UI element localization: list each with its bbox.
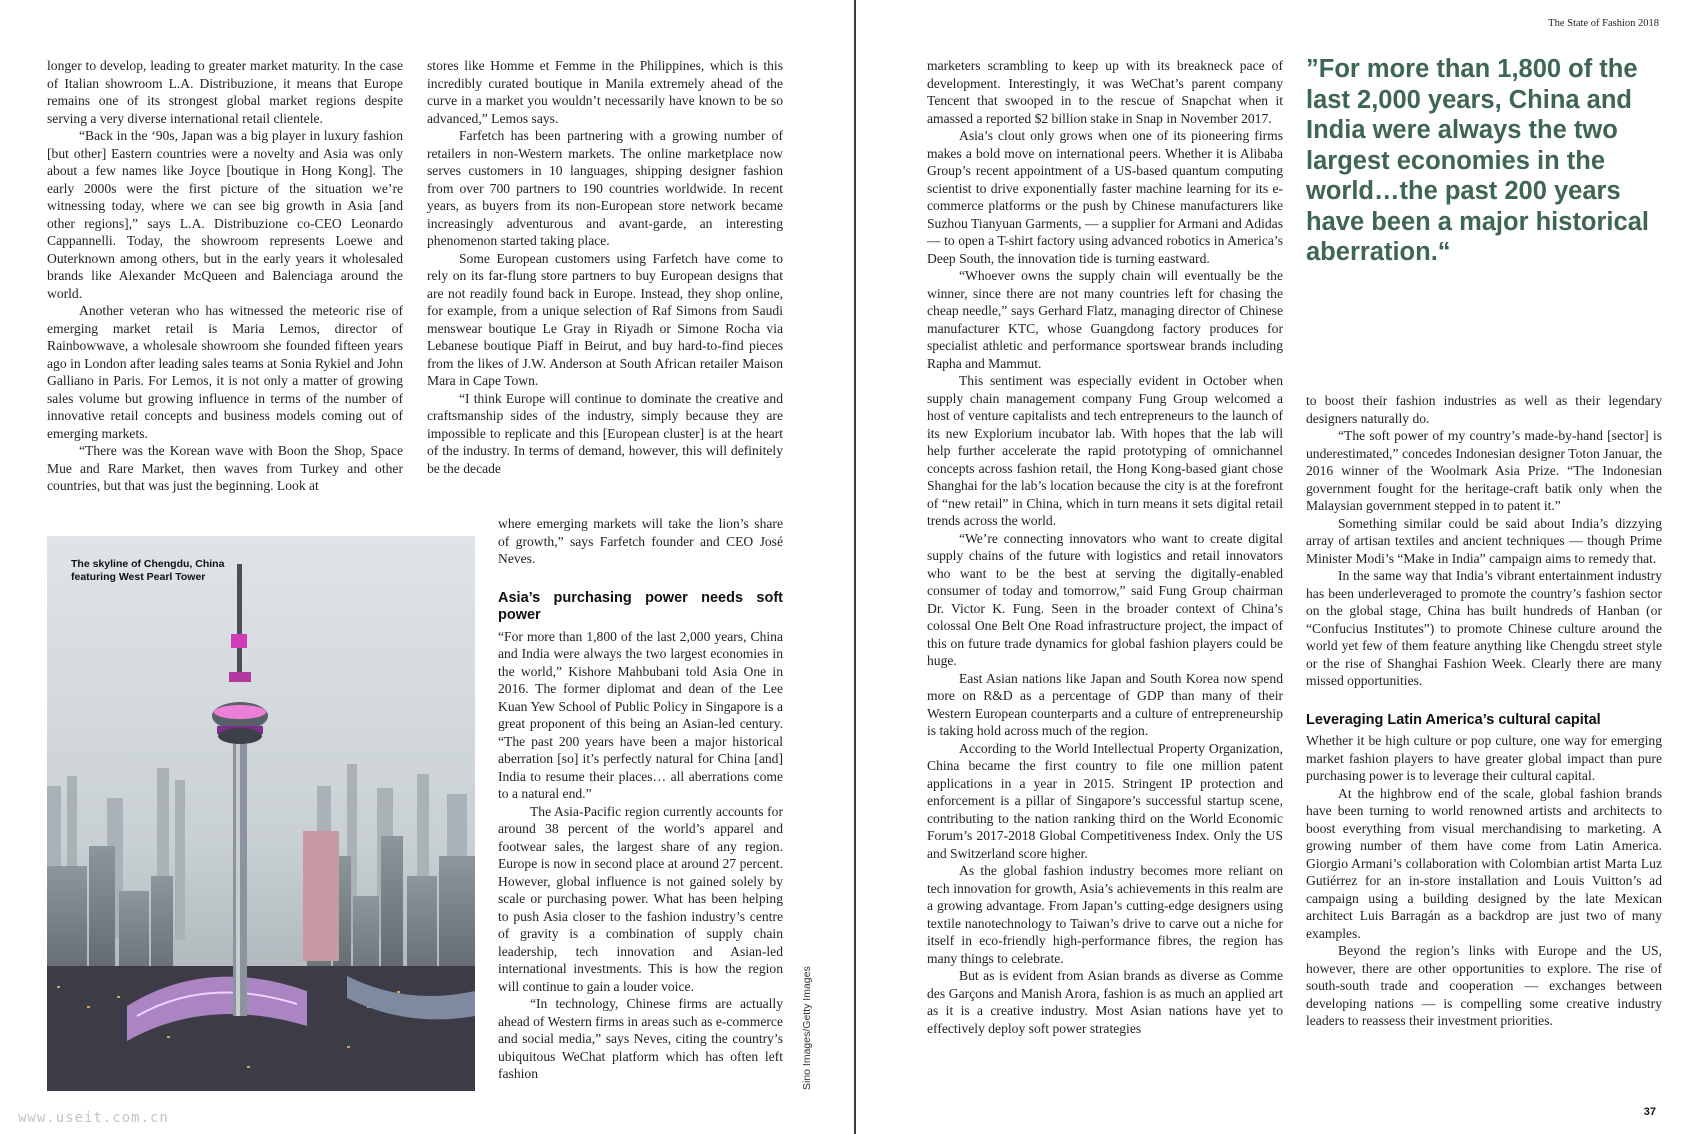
- paragraph: Beyond the region’s links with Europe and the US, however, there are other opportunities to explore. The rise of south-south trade and cooperation — exchanges between developing nations — is compelling some creative industry leaders to reassess their investment priorities.: [1306, 943, 1662, 1028]
- column-3: [927, 57, 1283, 1037]
- paragraph: The Asia-Pacific region currently accounts for around 38 percent of the world’s apparel and footwear sales, the largest share of any region. Europe is now in second place at around 27 percent. However, global influence is not gained solely by scale or purchasing power. What has been helping to push Asia closer to the fashion industry’s centre of gravity is a combination of supply chain leadership, tech innovation and Asian-led international investments. This is how the region will continue to gain a louder voice.: [498, 803, 783, 994]
- paragraph: As the global fashion industry becomes more reliant on tech innovation for growth, Asia’s achievements in this realm are a growing advantage. From Japan’s cutting-edge designers using textile nanotechnology to Taiwan’s drive to carve out a niche for itself in eco-friendly high-performance fibres, the region has many things to celebrate.: [927, 863, 1283, 966]
- paragraph: Something similar could be said about India’s dizzying array of artisan textiles and ancient techniques — though Prime Minister Modi’s “Make in India” campaign aims to remedy that.: [1306, 515, 1662, 566]
- paragraph: Whether it be high culture or pop culture, one way for emerging market fashion players to have greater global impact than pure purchasing power is to leverage their cultural capital.: [1306, 733, 1662, 783]
- paragraph: longer to develop, leading to greater market maturity. In the case of Italian showroom L.A. Distribuzione, it means that Europe remains one of its strongest global market regions despite serving a very diverse international retail clientele.: [47, 58, 403, 126]
- paragraph: “I think Europe will continue to dominate the creative and craftsmanship sides of the industry, simply because they are impossible to replicate and this [European cluster] is at the heart of the industry. In terms of demand, however, this will definitely be the decade: [427, 390, 783, 476]
- paragraph: marketers scrambling to keep up with its breakneck pace of development. Interestingly, it was WeChat’s parent company Tencent that swooped in to the rescue of Snapchat when it amassed a reported $2 billion stake in Snap in November 2017.: [927, 58, 1283, 126]
- paragraph: “There was the Korean wave with Boon the Shop, Space Mue and Rare Market, then waves from Turkey and other countries, but that was just the beginning. Look at: [47, 443, 403, 493]
- page-number: 37: [1643, 1106, 1656, 1118]
- column-1: [47, 57, 403, 495]
- paragraph: “We’re connecting innovators who want to create digital supply chains of the future with logistics and retail innovators who want to be the best at serving the digitally-enabled consumer of today and tomorrow,” said Fung Group chairman Dr. Victor K. Fung. Seen in the broader context of China’s colossal One Belt One Road infrastructure project, the impact of this on future trade dynamics for global fashion players could be huge.: [927, 530, 1283, 668]
- paragraph: East Asian nations like Japan and South Korea now spend more on R&D as a percentage of GDP than many of their Western European counterparts and a culture of entrepreneurship is taking hold across much of the region.: [927, 670, 1283, 738]
- column-4: [1306, 392, 1662, 1030]
- watermark: www.useit.com.cn: [18, 1110, 169, 1126]
- paragraph: Farfetch has been partnering with a growing number of retailers in non-Western markets. The online marketplace now serves customers in 10 languages, shipping designer fashion from over 700 partners to 190 countries worldwide. In recent years, as buyers from its non-European store network became increasingly adventurous and avant-garde, an interesting phenomenon started taking place.: [427, 128, 783, 248]
- column-2-bottom: [498, 515, 783, 1083]
- column-2-top: [427, 57, 783, 477]
- paragraph: “Back in the ‘90s, Japan was a big player in luxury fashion [but other] Eastern countries were a novelty and Asia was only about a few names like Joyce [boutique in Hong Kong]. The early 2000s were the first picture of the situation we’re witnessing today, where we can see big growth in Asia [and other regions],” says L.A. Distribuzione co-CEO Leonardo Cappannelli. Today, the showroom represents Loewe and Outerknown among others, but in the early years it wholesaled brands like Alexander McQueen and Balenciaga around the world.: [47, 128, 403, 301]
- paragraph: to boost their fashion industries as well as their legendary designers naturally do.: [1306, 393, 1662, 426]
- paragraph: where emerging markets will take the lion’s share of growth,” says Farfetch founder and CEO José Neves.: [498, 516, 783, 566]
- paragraph: Asia’s clout only grows when one of its pioneering firms makes a bold move on international peers. Whether it is Alibaba Group’s recent appointment of a US-based quantum computing scientist to drive exponentially faster machine learning for its e-commerce platforms or the push by Chinese manufacturers like Suzhou Tianyuan Garments, — a supplier for Armani and Adidas — to open a T-shirt factory using advanced robotics in America’s Deep South, the innovation tide is turning eastward.: [927, 128, 1283, 266]
- paragraph: According to the World Intellectual Property Organization, China became the first country to file one million patent applications in a year in 2015. Stringent IP protection and enforcement is a pillar of Singapore’s successful startup scene, contributing to the nation ranking third on the World Economic Forum’s 2017-2018 Global Competitiveness Index. Only the US and Switzerland score higher.: [927, 740, 1283, 861]
- subheading: Leveraging Latin America’s cultural capital: [1306, 711, 1601, 728]
- paragraph: “For more than 1,800 of the last 2,000 years, China and India were always the two largest economies in the world,” Kishore Mahbubani told Asia One in 2016. The former diplomat and dean of the Lee Kuan Yew School of Public Policy in Singapore is a great proponent of this being an Asian-led century. “The past 200 years have been a major historical aberration [so] it’s perfectly natural for China [and] India to resume their places… all aberrations come to a natural end.”: [498, 628, 783, 801]
- paragraph: At the highbrow end of the scale, global fashion brands have been turning to world renowned artists and architects to boost everything from visual merchandising to marketing. A growing number of them have come from Latin America. Giorgio Armani’s collaboration with Colombian artist Marta Luz Gutiérrez for an in-store installation and Louis Vuitton’s ad campaign using a building designed by the late Mexican architect Luis Barragán as a backdrop are just two of many examples.: [1306, 785, 1662, 941]
- chengdu-skyline-photo: [47, 536, 475, 1091]
- page-divider: [854, 0, 856, 1134]
- pull-quote: ”For more than 1,800 of the last 2,000 years, China and India were always the two largest economies in the world…the past 200 years have been a major historical aberration.“: [1306, 55, 1649, 266]
- paragraph: stores like Homme et Femme in the Philippines, which is this incredibly curated boutique in Manila extremely ahead of the curve in a market you wouldn’t necessarily have known to be so advanced,” Lemos says.: [427, 58, 783, 126]
- paragraph: This sentiment was especially evident in October when supply chain management company Fung Group welcomed a host of venture capitalists and tech entrepreneurs to the launch of its new Explorium incubator lab. With hopes that the lab will help further accelerate the rapid prototyping of omnichannel concepts across fashion retail, the Hong Kong-based giant chose Shanghai for the lab’s location because the city is at the forefront of “new retail” in China, which in turn means it sets digital retail trends across the world.: [927, 373, 1283, 528]
- subheading: Asia’s purchasing power needs soft power: [498, 589, 783, 623]
- paragraph: “The soft power of my country’s made-by-hand [sector] is underestimated,” concedes Indonesian designer Toton Januar, the 2016 winner of the Woolmark Asia Prize. “The Indonesian government fought for the heritage-craft batik only when the Malaysian government stepped in to patent it.”: [1306, 428, 1662, 513]
- skyline-illustration: [47, 536, 475, 1091]
- running-header: The State of Fashion 2018: [1548, 18, 1659, 29]
- paragraph: Some European customers using Farfetch have come to rely on its far-flung store partners to buy European designs that are not readily found back in Europe. Instead, they shop online, for example, from a unique selection of Raf Simons from Saudi menswear boutique Le Gray in Riyadh or Simone Rocha via Lebanese boutique Piaff in Beirut, and buy hard-to-find pieces from the likes of J.W. Anderson at South African retailer Maison Mara in Cape Town.: [427, 250, 783, 388]
- paragraph: But as is evident from Asian brands as diverse as Comme des Garçons and Manish Arora, fashion is as much an applied art as it is a creative industry. Most Asian nations have yet to effectively deploy soft power strategies: [927, 968, 1283, 1036]
- paragraph: Another veteran who has witnessed the meteoric rise of emerging market retail is Maria Lemos, director of Rainbowwave, a wholesale showroom she founded fifteen years ago in London after leading sales teams at Sonia Rykiel and John Galliano in Paris. For Lemos, it is not only a matter of growing sales volume but growing influence in terms of the number of innovative retail concepts and business models coming out of emerging markets.: [47, 303, 403, 441]
- caption-line: The skyline of Chengdu, China: [71, 558, 225, 570]
- paragraph: In the same way that India’s vibrant entertainment industry has been underleveraged to promote the country’s fashion sector on the global stage, China has built hundreds of Hanban (or “Confucius Institutes”) to promote Chinese culture around the world yet few of them feature anything like Chengdu street style or the rise of Shanghai Fashion Week. Clearly there are many missed opportunities.: [1306, 568, 1662, 688]
- photo-caption: [71, 558, 251, 584]
- paragraph: “In technology, Chinese firms are actually ahead of Western firms in areas such as e-commerce and social media,” says Neves, citing the country’s ubiquitous WeChat platform which has often left fashion: [498, 996, 783, 1081]
- caption-line: featuring West Pearl Tower: [71, 571, 206, 583]
- paragraph: “Whoever owns the supply chain will eventually be the winner, since there are not many countries left for chasing the cheap needle,” says Gerhard Flatz, managing director of Chinese manufacturer KTC, whose Guangdong factory produces for specialist athletic and performance sportswear brands including Rapha and Mammut.: [927, 268, 1283, 371]
- photo-credit: Sino Images/Getty Images: [801, 966, 813, 1090]
